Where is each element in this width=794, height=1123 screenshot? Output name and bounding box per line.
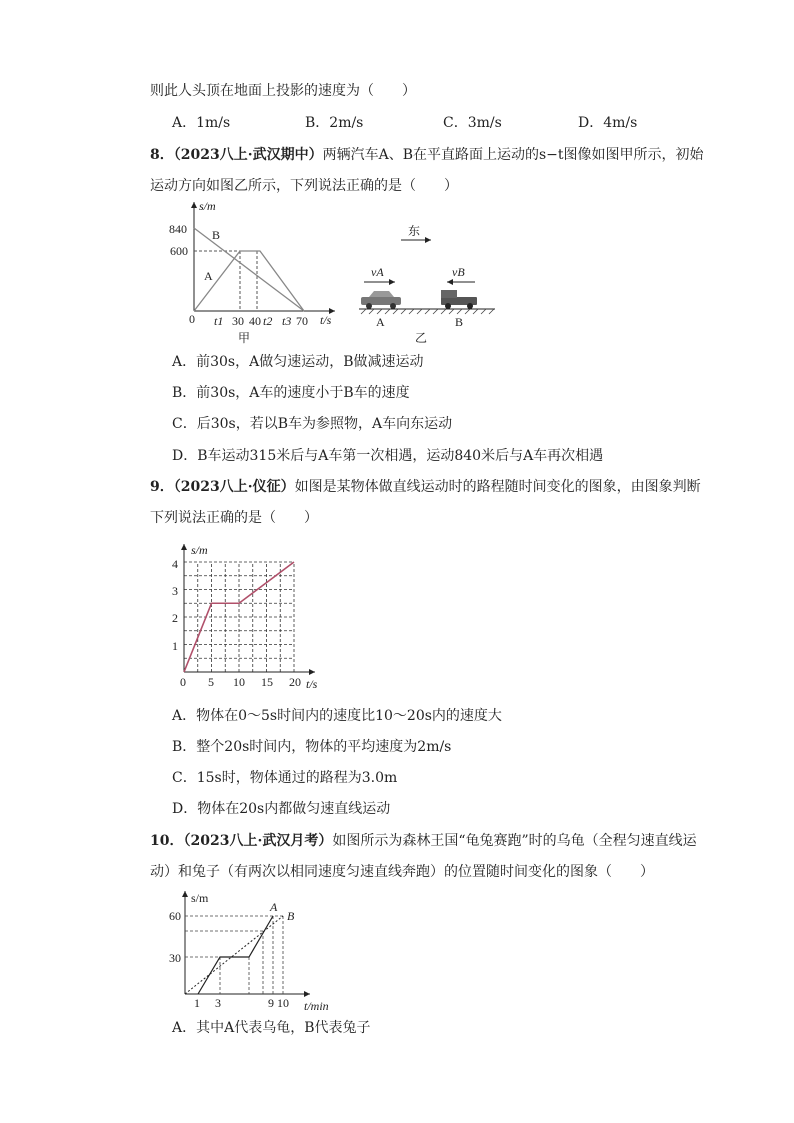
y-tick-30: 30 — [169, 951, 181, 965]
y-tick-1: 1 — [172, 639, 178, 653]
question-text: 如图是某物体做直线运动时的路程随时间变化的图象，由图象判断 — [294, 479, 701, 495]
x-tick-t3: t3 — [282, 314, 292, 328]
q8-figure-yi — [355, 218, 500, 346]
question-source: （2023八上·武汉月考） — [183, 833, 333, 849]
series-b-line — [185, 916, 283, 994]
car-b-icon — [441, 290, 477, 309]
x-tick-1: 1 — [194, 996, 200, 1010]
x-tick-9: 9 — [268, 996, 274, 1010]
y-tick-3: 3 — [172, 584, 178, 598]
x-tick-70: 70 — [296, 314, 308, 328]
x-tick-t2: t2 — [263, 314, 273, 328]
q8-option-d: D．B车运动315米后与A车第一次相遇，运动840米后与A车再次相遇 — [172, 448, 604, 464]
question-text: 两辆汽车A、B在平直路面上运动的s−t图像如图甲所示，初始 — [322, 147, 704, 163]
series-a-line — [198, 916, 273, 994]
y-axis-label: s/m — [191, 543, 208, 557]
q9-option-a: A．物体在0～5s时间内的速度比10～20s内的速度大 — [172, 708, 502, 724]
car-b-label: B — [455, 315, 464, 329]
q7-tail-text: 则此人头顶在地面上投影的速度为（ ） — [150, 83, 416, 99]
x-tick-5: 5 — [208, 675, 214, 689]
x-tick-40: 40 — [249, 314, 261, 328]
car-a-label: A — [376, 315, 385, 329]
q7-option-c: C．3m/s — [443, 115, 502, 131]
y-tick-2: 2 — [172, 611, 178, 625]
y-tick-840: 840 — [169, 222, 187, 236]
q10-stem-line2: 动）和兔子（有两次以相同速度匀速直线奔跑）的位置随时间变化的图象（ ） — [150, 864, 654, 880]
figure-caption-yi: 乙 — [415, 331, 428, 345]
x-tick-10: 10 — [277, 996, 289, 1010]
ground-hatch — [361, 309, 494, 314]
q10-figure — [165, 886, 350, 1016]
y-tick-60: 60 — [169, 909, 181, 923]
q9-stem-line2: 下列说法正确的是（ ） — [150, 510, 318, 526]
question-number: 9． — [150, 479, 174, 495]
q8-option-b: B．前30s，A车的速度小于B车的速度 — [172, 385, 410, 401]
velocity-a-label: vA — [371, 265, 384, 279]
figure-caption-jia: 甲 — [238, 331, 251, 345]
x-tick-0: 0 — [180, 675, 186, 689]
q9-figure — [165, 538, 330, 698]
question-number: 8． — [150, 147, 174, 163]
x-axis-label: t/s — [320, 313, 332, 327]
y-axis-label: s/m — [199, 199, 216, 213]
point-label-a: A — [270, 900, 278, 914]
direction-east-label: 东 — [408, 224, 421, 238]
line-label-a: A — [204, 269, 213, 283]
question-source: （2023八上·仪征） — [173, 479, 295, 495]
q10-stem-line1 — [150, 831, 697, 851]
q8-option-a: A．前30s，A做匀速运动，B做减速运动 — [172, 354, 424, 370]
y-tick-600: 600 — [170, 244, 188, 258]
q10-option-a: A．其中A代表乌龟，B代表兔子 — [172, 1020, 371, 1036]
x-tick-15: 15 — [261, 675, 273, 689]
q9-stem-line1 — [150, 477, 701, 497]
velocity-b-label: vB — [452, 265, 465, 279]
x-tick-3: 3 — [215, 996, 221, 1010]
q9-option-b: B．整个20s时间内，物体的平均速度为2m/s — [172, 739, 452, 755]
x-axis-label: t/min — [304, 999, 329, 1013]
q8-figure-jia — [165, 196, 350, 346]
point-label-b: B — [287, 909, 295, 923]
q7-option-b: B．2m/s — [305, 115, 364, 131]
question-text: 如图所示为森林王国“龟兔赛跑”时的乌龟（全程匀速直线运 — [332, 833, 697, 849]
x-tick-t1: t1 — [214, 314, 224, 328]
question-source: （2023八上·武汉期中） — [173, 147, 323, 163]
grid — [184, 562, 294, 672]
question-number: 10． — [150, 833, 184, 849]
q7-option-a: A．1m/s — [172, 115, 231, 131]
q8-stem-line1 — [150, 145, 704, 165]
q8-option-c: C．后30s，若以B车为参照物，A车向东运动 — [172, 416, 453, 432]
q9-option-c: C．15s时，物体通过的路程为3.0m — [172, 770, 398, 786]
car-a-icon — [361, 291, 401, 309]
x-tick-30: 30 — [232, 314, 244, 328]
q7-option-d: D．4m/s — [578, 115, 638, 131]
y-axis-label: s/m — [191, 891, 209, 905]
line-label-b: B — [212, 228, 221, 242]
q9-option-d: D．物体在20s内都做匀速直线运动 — [172, 801, 391, 817]
y-tick-4: 4 — [172, 557, 178, 571]
x-tick-0: 0 — [189, 312, 195, 326]
x-tick-20: 20 — [289, 675, 301, 689]
q8-stem-line2: 运动方向如图乙所示，下列说法正确的是（ ） — [150, 178, 458, 194]
x-axis-label: t/s — [306, 677, 318, 691]
x-tick-10: 10 — [233, 675, 245, 689]
